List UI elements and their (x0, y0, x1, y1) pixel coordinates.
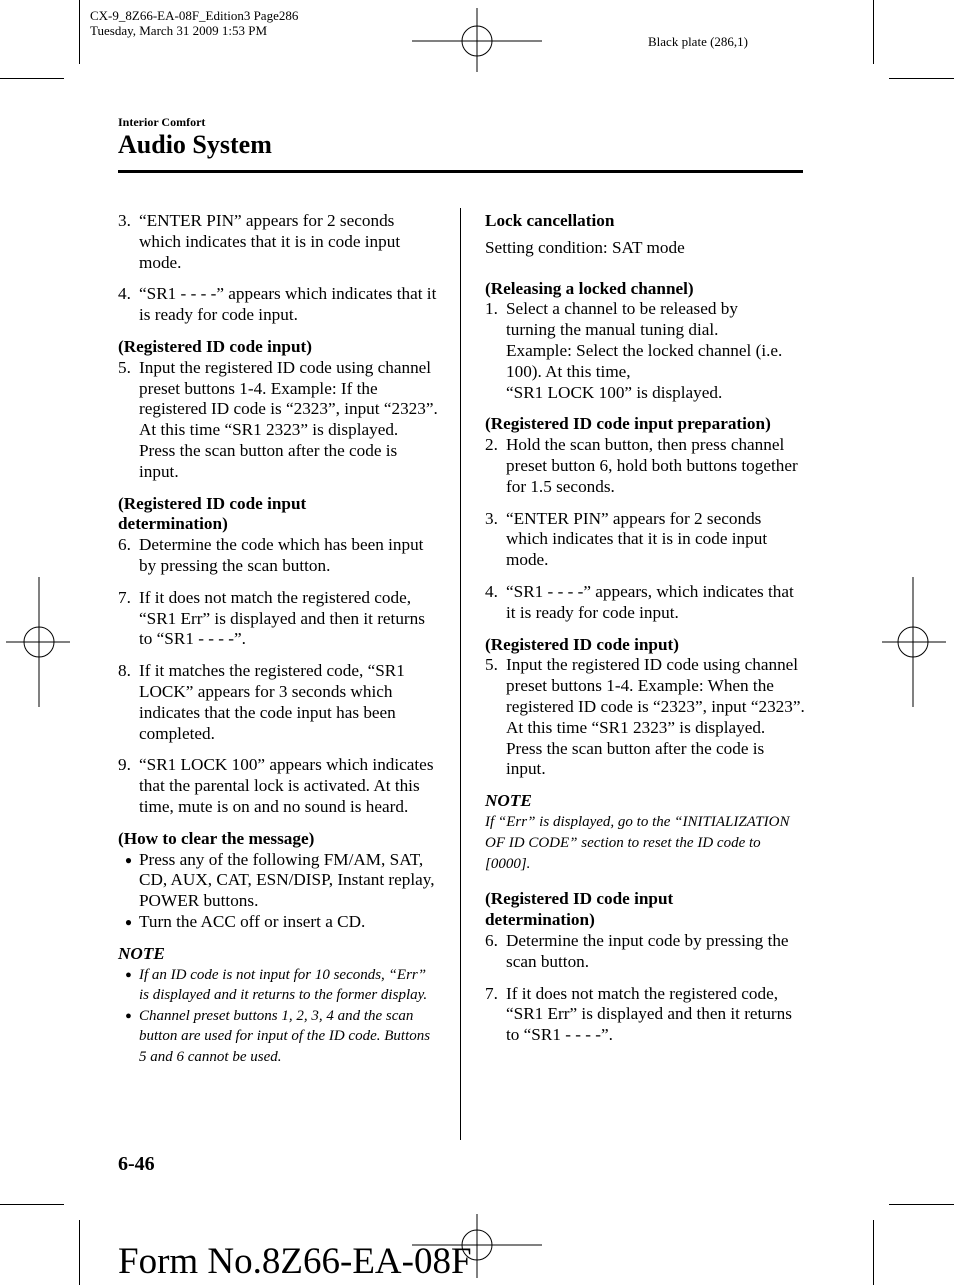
item-number: 4. (485, 581, 498, 601)
bullet-text: Press any of the following FM/AM, SAT, CD, AUX, CAT, ESN/DISP, Instant replay, POWER buttons. (139, 849, 435, 911)
form-number: Form No.8Z66-EA-08F (118, 1241, 472, 1282)
subheading-releasing: (Releasing a locked channel) (485, 278, 694, 298)
item-number: 2. (485, 435, 498, 455)
list-item (118, 211, 438, 273)
item-text: Input the registered ID code using channel preset buttons 1-4. Example: When the registered ID code is “2323”, input “2323”. At this time “SR1 2323” is displayed. Press the scan button after the code is input. (506, 655, 805, 779)
subheading-determination: (Registered ID code input determination) (118, 493, 307, 534)
registration-mark-right (882, 577, 946, 707)
list-item (118, 284, 438, 326)
item-text: If it does not match the registered code, “SR1 Err” is displayed and then it returns to “SR1 - - - -”. (139, 587, 425, 649)
subheading-lock-cancellation: Lock cancellation (485, 211, 615, 230)
page-number: 6-46 (118, 1153, 155, 1175)
crop-mark (873, 0, 874, 64)
crop-mark (889, 78, 954, 79)
item-text: “ENTER PIN” appears for 2 seconds which indicates that it is in code input mode. (139, 211, 401, 272)
note-text: Channel preset buttons 1, 2, 3, 4 and the scan button are used for input of the ID code. Buttons 5 and 6 cannot be used. (139, 1007, 431, 1065)
subheading-registered-id: (Registered ID code input) (118, 336, 312, 356)
print-date-line: Tuesday, March 31 2009 1:53 PM (90, 23, 268, 38)
list-item (118, 661, 438, 744)
list-item (485, 509, 805, 571)
item-text: “SR1 LOCK 100” appears which indicates that the parental lock is activated. At this time, mute is on and no sound is heard. (139, 755, 434, 816)
list-item (118, 755, 438, 817)
bullet-icon: ● (124, 914, 133, 929)
left-column (118, 211, 438, 1067)
note-label: NOTE (118, 943, 165, 963)
crop-mark (889, 1204, 954, 1205)
list-item (485, 931, 805, 973)
item-number: 8. (118, 661, 131, 681)
crop-mark (873, 1220, 874, 1285)
item-text: “ENTER PIN” appears for 2 seconds which indicates that it is in code input mode. (506, 508, 768, 570)
list-item (485, 582, 805, 624)
list-item (485, 984, 805, 1046)
bullet-item (118, 850, 438, 912)
item-number: 7. (118, 587, 131, 607)
right-column (485, 211, 805, 1057)
bullet-icon: ● (125, 968, 132, 981)
list-item (118, 588, 438, 650)
crop-mark (79, 1220, 80, 1285)
item-number: 5. (485, 655, 498, 675)
item-number: 9. (118, 755, 131, 775)
column-divider (460, 208, 461, 1140)
item-text: If it does not match the registered code, “SR1 Err” is displayed and then it returns to “SR1 - - - -”. (506, 983, 792, 1045)
note-bullet (118, 965, 438, 1006)
item-number: 4. (118, 284, 131, 304)
crop-mark (0, 1204, 64, 1205)
bullet-item (118, 912, 438, 933)
list-item (118, 358, 438, 483)
page-title: Audio System (118, 130, 272, 159)
item-number: 3. (485, 508, 498, 528)
registration-mark-top (412, 8, 542, 72)
subheading-clear-message: (How to clear the message) (118, 828, 315, 848)
list-item (118, 535, 438, 577)
item-text: Determine the input code by pressing the scan button. (506, 930, 789, 971)
setting-condition: Setting condition: SAT mode (485, 237, 685, 257)
bullet-icon: ● (124, 852, 133, 867)
section-label: Interior Comfort (118, 115, 206, 129)
bullet-text: Turn the ACC off or insert a CD. (139, 911, 366, 931)
item-text: Determine the code which has been input by pressing the scan button. (139, 535, 424, 575)
item-text-part: “SR1 LOCK 100” is displayed. (506, 382, 723, 402)
item-number: 5. (118, 357, 131, 377)
registration-mark-left (6, 577, 70, 707)
subheading-input-preparation: (Registered ID code input preparation) (485, 414, 771, 434)
item-text (506, 299, 805, 403)
bullet-icon: ● (125, 1009, 132, 1022)
crop-mark (79, 0, 80, 64)
list-item (485, 299, 805, 403)
item-text: If it matches the registered code, “SR1 LOCK” appears for 3 seconds which indicates that the code input has been completed. (139, 661, 405, 743)
print-file-line: CX-9_8Z66-EA-08F_Edition3 Page286 (90, 8, 299, 23)
subheading-determination: (Registered ID code input determination) (485, 889, 674, 930)
item-text: Hold the scan button, then press channel preset button 6, hold both buttons together for 1.5 seconds. (506, 435, 798, 496)
item-number: 7. (485, 983, 498, 1003)
title-rule (118, 170, 803, 173)
item-text-part: Select a channel to be released by turning the manual tuning dial. Example: Select the locked channel (i.e. 100). At this time, (506, 299, 783, 381)
list-item (485, 655, 805, 780)
subheading-registered-id: (Registered ID code input) (485, 634, 679, 654)
item-text: Input the registered ID code using channel preset buttons 1-4. Example: If the registered ID code is “2323”, input “2323”. At this time “SR1 2323” is displayed. Press the scan button after the code is input. (139, 357, 438, 481)
item-text: “SR1 - - - -” appears which indicates that it is ready for code input. (139, 284, 437, 325)
item-number: 1. (485, 299, 498, 319)
item-number: 3. (118, 211, 131, 230)
crop-mark (0, 78, 64, 79)
note-text: If “Err” is displayed, go to the “INITIALIZATION OF ID CODE” section to reset the ID code to [0000]. (485, 813, 790, 872)
note-bullet (118, 1006, 438, 1068)
item-number: 6. (118, 535, 131, 555)
note-label: NOTE (485, 791, 532, 811)
list-item (485, 435, 805, 497)
item-number: 6. (485, 930, 498, 950)
item-text: “SR1 - - - -” appears, which indicates that it is ready for code input. (506, 581, 794, 622)
plate-label: Black plate (286,1) (648, 34, 748, 49)
note-text: If an ID code is not input for 10 seconds, “Err” is displayed and it returns to the former display. (139, 966, 428, 1003)
